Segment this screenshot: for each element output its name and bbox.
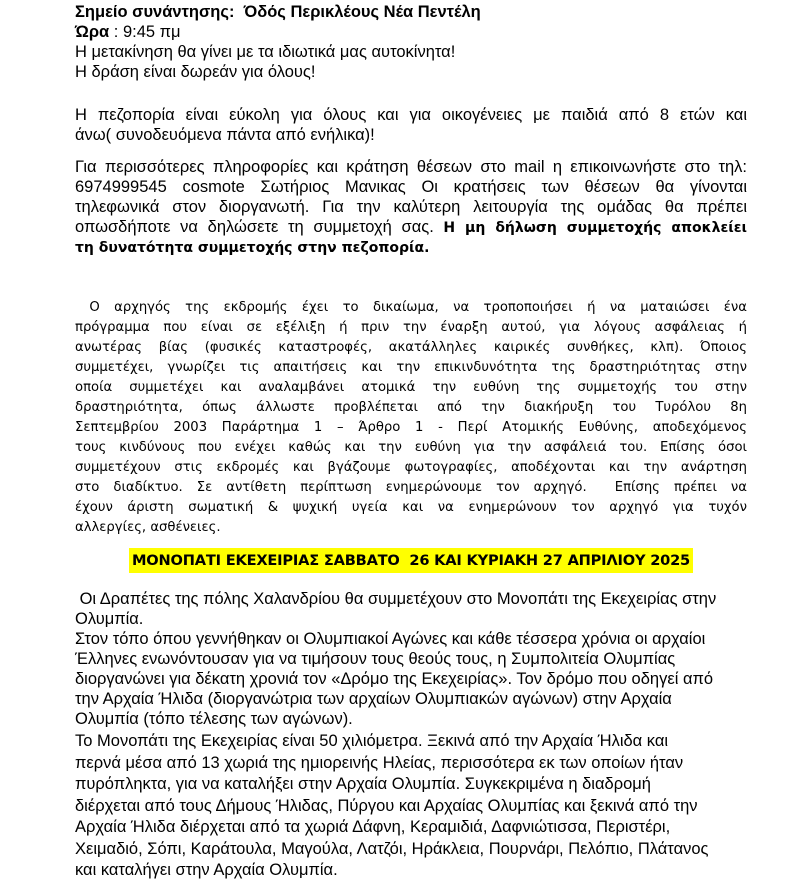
route-paragraph [75, 731, 747, 882]
difficulty-line: Η πεζοπορία είναι εύκολη για όλους και για οικογένειες με παιδιά από 8 ετών και [75, 106, 747, 124]
meeting-time-line: Ώρα : 9:45 πμ [75, 23, 181, 41]
contact-line: Για περισσότερες πληροφορίες και κράτηση θέσεων στο mail η επικοινωνήστε στο τηλ: [75, 158, 747, 176]
meeting-time-value: 9:45 πμ [122, 23, 181, 41]
disclaimer-line: Σεπτεμβρίου 2003 Παράρτημα 1 – Άρθρο 1 - Περί Ατομικής Ευθύνης, αποδεχόμενος [75, 420, 747, 435]
route-line: και καταλήγει στην Αρχαία Ολυμπία. [75, 861, 338, 879]
disclaimer-line: αλλεργίες, ασθένειες. [75, 520, 221, 535]
disclaimer-line: πρόγραμμα που είναι σε εξέλιξη ή πριν την έναρξη αυτού, για λόγους ασφάλειας ή [75, 320, 747, 335]
transport-note: Η μετακίνηση θα γίνει με τα ιδιωτικά μας αυτοκίνητα! [75, 43, 456, 61]
event-intro-paragraph [75, 589, 747, 729]
event-title-wrap [75, 548, 747, 573]
contact-line: τηλεφωνικά στον διοργανωτή. Για την καλύτερη λειτουργία της ομάδας θα πρέπει [75, 198, 747, 216]
route-line: περνά μέσα από 13 χωριά της ημιορεινής Ηλείας, περισσότερα εκ των οποίων ήταν [75, 753, 684, 772]
route-line: Χειμαδιό, Σόπι, Καράτουλα, Μαγούλα, Λατζόι, Ηράκλεια, Πουρνάρι, Πελόπιο, Πλάτανος [75, 839, 709, 858]
disclaimer-line: συμμετέχει, γνωρίζει τις απαιτήσεις και την επικινδυνότητα της δραστηριότητας στην [75, 360, 747, 375]
route-line: διέρχεται από τους Δήμους Ήλιδας, Πύργου και Αρχαίας Ολυμπίας και ξεκινά από την [75, 796, 698, 815]
meeting-place-value: Όδός Περικλέους Νέα Πεντέλη [243, 3, 481, 21]
difficulty-line: άνω( συνοδευόμενα πάντα από ενήλικα)! [75, 126, 375, 144]
contact-line [75, 238, 747, 258]
meeting-place-label: Σημείο συνάντησης [75, 3, 229, 21]
route-line: πυρόπληκτα, για να καταλήξει στην Αρχαία Ολυμπία. Συγκεκριμένα η διαδρομή [75, 775, 651, 793]
disclaimer-line: έχουν άριστη σωματική & ψυχική υγεία και να ενημερώνουν τον αρχηγό για τυχόν [75, 500, 747, 515]
route-line: Αρχαία Ήλιδα διέρχεται από τα χωριά Δάφνη, Κεραμιδιά, Δαφνιώτισσα, Περιστέρι, [75, 818, 671, 836]
intro-line: Οι Δραπέτες της πόλης Χαλανδρίου θα συμμετέχουν στο Μονοπάτι της Εκεχειρίας στην [75, 590, 717, 608]
meeting-place-line: Σημείο συνάντησης: Όδός Περικλέους Νέα Πεντέλη [75, 3, 481, 21]
disclaimer-line: συμμετέχουν στις εκδρομές και βγάζουμε φωτογραφίες, αποδέχονται και την ανάρτηση [75, 460, 747, 475]
disclaimer-line: τους κινδύνους που ενέχει καθώς και την ευθύνη για την ασφάλειά του. Επίσης όσοι [75, 440, 747, 455]
intro-line: την Αρχαία Ήλιδα (διοργανώτρια των αρχαίων Ολυμπιακών αγώνων) στην Αρχαία [75, 690, 672, 708]
event-title: ΜΟΝΟΠΑΤΙ ΕΚΕΧΕΙΡΙΑΣ ΣΑΒΒΑΤΟ 26 ΚΑΙ ΚΥΡΙΑΚΗ 27 ΑΠΡΙΛΙΟΥ 2025 [129, 548, 693, 573]
intro-line: Ολυμπία. [75, 610, 144, 628]
contact-line [75, 217, 747, 238]
disclaimer-line: Ο αρχηγός της εκδρομής έχει το δικαίωμα, να τροποποιήσει ή να ματαιώσει ένα [75, 300, 747, 315]
meeting-info [75, 2, 747, 82]
intro-line: Ολυμπία (τόπο τέλεσης των αγώνων). [75, 710, 353, 728]
intro-line: διοργανώνει για δέκατη χρονιά τον «Δρόμο της Εκεχειρίας». Τον δρόμο που οδηγεί από [75, 670, 714, 688]
contact-bold-notice: Η μη δήλωση συμμετοχής αποκλείει [443, 220, 747, 236]
cost-note: Η δράση είναι δωρεάν για όλους! [75, 63, 316, 81]
contact-text: οπωσδήποτε να δηλώσετε τη συμμετοχή σας. [75, 218, 434, 236]
intro-line: Έλληνες ενωνόντουσαν για να τιμήσουν τους θεούς τους, η Συμπολιτεία Ολυμπίας [75, 650, 676, 668]
disclaimer-line: οποία συμμετέχει και αναλαμβάνει ατομικά την ευθύνη της συμμετοχής του στην [75, 380, 747, 395]
difficulty-paragraph [75, 105, 747, 145]
contact-line: 6974999545 cosmote Σωτήριος Μανικας Οι κρατήσεις των θέσεων θα γίνονται [75, 178, 747, 196]
disclaimer-line: στο διαδίκτυο. Σε αντίθετη περίπτωση ενημερώνουμε τον αρχηγό. Επίσης πρέπει να [75, 480, 747, 495]
meeting-time-label: Ώρα [75, 23, 110, 41]
disclaimer-paragraph [75, 298, 747, 538]
contact-bold-notice-end: τη δυνατότητα συμμετοχής στην πεζοπορία. [75, 240, 430, 256]
disclaimer-line: ανωτέρας βίας (φυσικές καταστροφές, ακατάλληλες καιρικές συνθήκες, κλπ). Όποιος [75, 340, 747, 355]
intro-line: Στον τόπο όπου γεννήθηκαν οι Ολυμπιακοί Αγώνες και κάθε τέσσερα χρόνια οι αρχαίοι [75, 630, 706, 648]
disclaimer-line: δραστηριότητα, όπως άλλωστε προβλέπεται από την διακήρυξη του Τυρόλου 8η [75, 400, 747, 415]
route-line: Το Μονοπάτι της Εκεχειρίας είναι 50 χιλιόμετρα. Ξεκινά από την Αρχαία Ήλιδα και [75, 732, 669, 750]
contact-paragraph [75, 157, 747, 258]
